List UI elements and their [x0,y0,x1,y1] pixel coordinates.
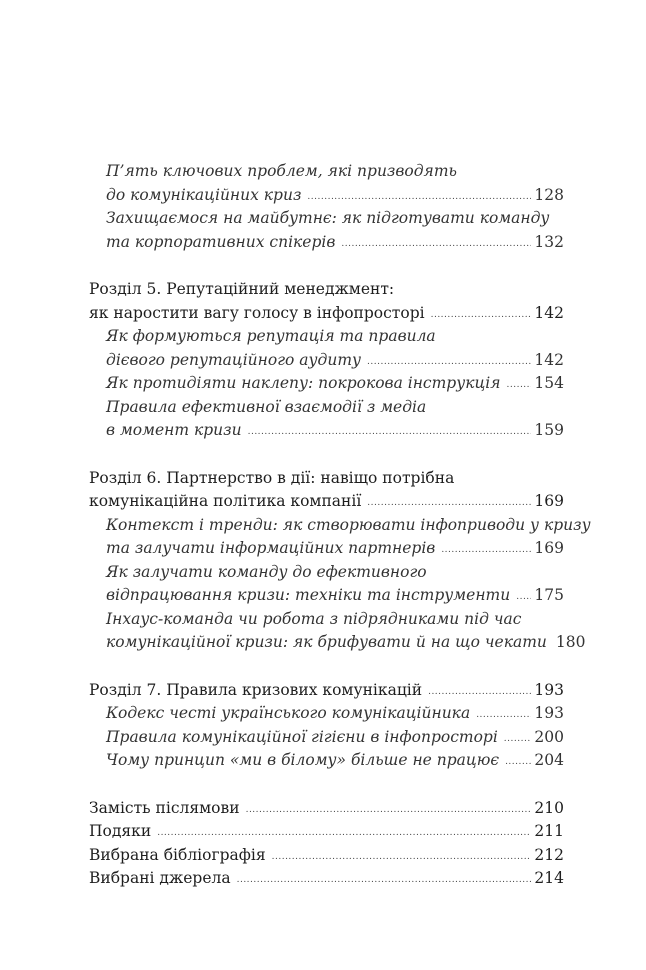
toc-entry-title: Інхаус-команда чи робота з підрядниками під час [106,609,522,628]
page-number: 204 [534,751,564,769]
page-number: 154 [534,374,564,392]
endmatter-title: Подяки [89,822,152,840]
endmatter-line [89,797,564,821]
toc-entry-line [89,702,564,726]
toc-entry-title: Як протидіяти наклепу: покрокова інструкція [106,374,501,392]
toc-entry-line [89,537,564,561]
page-number: 142 [534,303,564,322]
toc-entry-line [89,231,564,255]
toc-entry-title: в момент кризи [106,421,242,439]
page-number: 159 [534,421,564,439]
dot-leader [428,681,531,705]
chapter-title: як наростити вагу голосу в інфопросторі [89,303,425,322]
chapter-heading-line [89,467,564,491]
chapter-title: комунікаційна політика компанії [89,492,362,510]
dot-leader [246,799,532,823]
toc-entry-title: Чому принцип «ми в білому» більше не працює [106,751,500,769]
toc-entry-line [89,396,564,420]
toc-entry-line [89,631,586,655]
toc-entry-title: Як формуються репутація та правила [106,327,436,345]
dot-leader [476,704,531,728]
page-number: 193 [534,704,564,722]
dot-leader [441,539,531,563]
page-number: 132 [534,232,564,251]
dot-leader [367,351,531,375]
toc-entry-line [89,584,564,608]
chapter-title: Розділ 5. Репутаційний менеджмент: [89,280,395,298]
chapter-heading-line [89,302,564,326]
chapter-title: Розділ 7. Правила кризових комунікацій [89,680,423,699]
page-number: 128 [534,185,564,204]
page-number: 142 [534,350,564,369]
dot-leader [431,304,532,328]
dot-leader [248,421,532,445]
toc-entry-line [89,184,564,208]
toc-entry-title: Кодекс честі українського комунікаційника [106,704,471,722]
section-gap [89,773,564,797]
dot-leader [504,728,532,752]
dot-leader [341,233,531,257]
toc-entry-line [89,419,564,443]
page-number: 175 [534,586,564,604]
toc-entry-title: Контекст і тренди: як створювати інфоприводи у кризу [106,515,591,534]
dot-leader [157,822,531,846]
dot-leader [272,846,532,870]
section-gap [89,443,564,467]
toc-entry-line [89,749,564,773]
dot-leader [505,751,531,775]
chapter-heading-line [89,679,564,703]
endmatter-line [89,820,564,844]
toc-entry-line [89,325,564,349]
endmatter-line [89,867,564,891]
toc-entry-title: та корпоративних спікерів [106,232,336,251]
dot-leader [237,869,532,893]
endmatter-line [89,844,564,868]
chapter-heading-line [89,490,564,514]
toc-entry-line [89,372,564,396]
toc-entry-line [89,561,564,585]
toc-entry-title: Як залучати команду до ефективного [106,562,427,581]
endmatter-title: Вибрані джерела [89,869,231,887]
toc-entry-title: Правила ефективної взаємодії з медіа [106,397,427,416]
toc-entry-title: комунікаційної кризи: як брифувати й на що чекати [106,633,547,651]
dot-leader [516,586,531,610]
page-number: 210 [534,798,564,817]
page-number: 169 [534,539,564,557]
table-of-contents [89,160,591,891]
toc-entry-line [89,207,564,231]
endmatter-title: Вибрана бібліографія [89,845,266,864]
toc-entry-line [89,726,564,750]
page-number: 180 [555,633,586,651]
toc-entry-line [89,349,564,373]
toc-entry-title: П’ять ключових проблем, які призводять [106,162,457,180]
page-number: 211 [534,822,564,840]
section-gap [89,655,564,679]
page-number: 169 [534,492,564,510]
toc-entry-title: дієвого репутаційного аудиту [106,350,362,369]
toc-entry-line [89,514,591,538]
page-number: 193 [534,680,564,699]
section-gap [89,254,564,278]
toc-entry-line [89,160,564,184]
toc-entry-title: до комунікаційних криз [106,185,302,204]
dot-leader [367,492,531,516]
endmatter-title: Замість післямови [89,798,240,817]
chapter-heading-line [89,278,564,302]
page-number: 212 [534,845,564,864]
toc-entry-title: та залучати інформаційних партнерів [106,539,436,557]
page-number: 200 [534,727,564,746]
chapter-title: Розділ 6. Партнерство в дії: навіщо потрібна [89,468,455,487]
toc-entry-title: відпрацювання кризи: техніки та інструменти [106,586,511,604]
toc-entry-title: Захищаємося на майбутнє: як підготувати команду [106,209,550,227]
dot-leader [507,374,532,398]
toc-entry-line [89,608,564,632]
page-number: 214 [534,869,564,887]
dot-leader [307,186,531,210]
toc-entry-title: Правила комунікаційної гігієни в інфопросторі [106,727,498,746]
